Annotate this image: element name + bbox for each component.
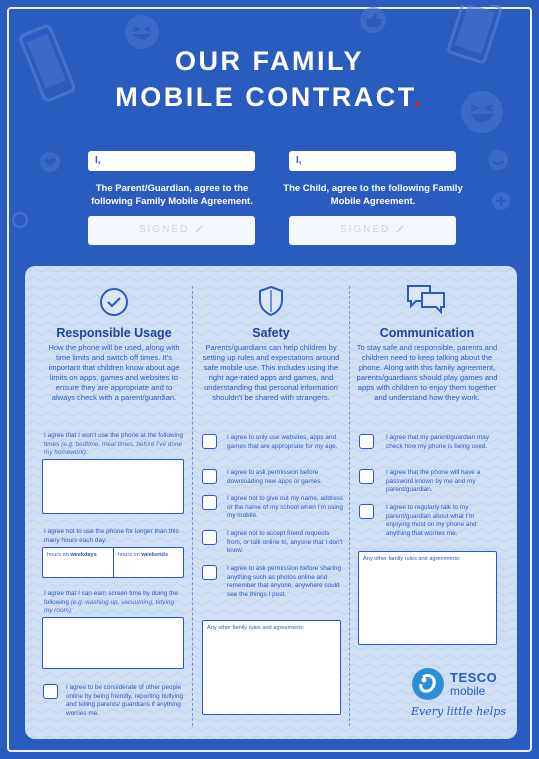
heart-bubble-icon: [38, 150, 62, 174]
usage-times-box[interactable]: [42, 459, 184, 514]
safety-checkbox-5[interactable]: [202, 565, 217, 580]
usage-description: How the phone will be used, along with time limits and switch off times. It's important that children know about age limits on apps, games and websites to ensure they are appropriate and to always check with a parent/guardian.: [48, 343, 180, 402]
earn-time-box[interactable]: [42, 617, 184, 669]
message-doodle-icon: [12, 212, 28, 228]
page-title-line2: [0, 80, 539, 114]
hours-box: [42, 547, 184, 578]
usage-times-example: (e.g. bedtime, meal times, before I've done my homework):: [44, 440, 182, 457]
brand-product: mobile: [450, 684, 486, 698]
safety-description: Parents/guardians can help children by setting up rules and expectations around safe mobile use. This includes using the right age-rated apps and games, and understanding that personal information shouldn't be shared with strangers.: [202, 343, 340, 402]
hours-weekends-bold: weekends: [141, 552, 169, 558]
communication-description: To stay safe and responsible, parents and children need to keep talking about the phone. Along with this family agreement, parents/guardians should play games and apps with children to enjoy them together and understand how they work.: [356, 343, 498, 402]
parent-name-prefix: I,: [95, 155, 101, 166]
speech-bubbles-icon: [405, 281, 447, 317]
child-name-prefix: I,: [296, 155, 302, 166]
safety-item-4: I agree not to accept friend requests from, or talk online to, anyone that I don't know.: [227, 530, 343, 555]
column-divider-1: [192, 286, 193, 726]
safety-item-1: I agree to only use websites, apps and games that are appropriate for my age.: [227, 434, 338, 450]
safety-other-rules-box[interactable]: [202, 620, 341, 715]
page-title-text: MOBILE CONTRACT: [115, 82, 414, 112]
safety-checkbox-3[interactable]: [202, 495, 217, 510]
hours-limit-text: I agree not to use the phone for longer than this many hours each day:: [44, 528, 179, 544]
check-circle-icon: [98, 286, 130, 318]
considerate-text: I agree to be considerate of other people online by being friendly, reporting bullying and telling parents/ guardians if anything worries me.: [66, 684, 184, 717]
communication-checkbox-1[interactable]: [359, 434, 374, 449]
child-agreement-text: The Child, agree to the following Family Mobile Agreement.: [283, 183, 463, 207]
hours-weekends-field[interactable]: [114, 548, 183, 577]
parent-signature-field[interactable]: [88, 216, 255, 245]
brand-tagline: Every little helps: [411, 705, 506, 718]
title-red-dot: .: [413, 82, 424, 112]
communication-other-rules-label: Any other family rules and agreements:: [363, 556, 461, 562]
plus-bubble-icon: [490, 190, 512, 212]
safety-item-2: I agree to ask permission before downloading new apps or games.: [227, 469, 323, 485]
tesco-mobile-logo-icon: [412, 668, 444, 700]
safety-item-3: I agree not to give out my name, address or the name of my school when I'm using my mobile.: [227, 495, 344, 520]
safety-other-rules-label: Any other family rules and agreements:: [207, 625, 305, 631]
logo-mark-icon: [412, 668, 444, 700]
pen-icon: [395, 224, 405, 234]
safety-checkbox-1[interactable]: [202, 434, 217, 449]
earn-time-text: [44, 590, 184, 616]
hours-weekends-label: [118, 552, 168, 558]
communication-title: Communication: [379, 326, 475, 340]
safety-title: Safety: [252, 326, 290, 340]
communication-item-3: I agree to regularly talk to my parent/guardian about what I'm enjoying most on my phone and anything that worries me.: [386, 504, 477, 537]
parent-name-field[interactable]: [88, 151, 255, 171]
thumbs-up-icon: [358, 5, 388, 35]
parent-signed-label: SIGNED: [138, 224, 190, 235]
considerate-checkbox[interactable]: [43, 684, 58, 699]
page-title-line1: OUR FAMILY: [174, 46, 365, 76]
earn-time-example: (e.g. washing up, vacuuming, tidying my room):: [44, 598, 175, 615]
usage-times-text: [44, 432, 184, 458]
hours-weekdays-prefix: hours on: [47, 552, 71, 558]
safety-checkbox-2[interactable]: [202, 469, 217, 484]
smile-emoji-icon: [486, 148, 510, 172]
pen-icon: [194, 224, 204, 234]
parent-agreement-text: The Parent/Guardian, agree to the following Family Mobile Agreement.: [91, 183, 253, 207]
earn-time-label: I agree that I can earn screen time by doing the following: [44, 590, 178, 606]
hours-weekends-prefix: hours on: [118, 552, 142, 558]
column-divider-2: [349, 286, 350, 726]
safety-checkbox-4[interactable]: [202, 530, 217, 545]
shield-icon: [256, 284, 286, 318]
communication-item-1: I agree that my parent/guardian may check how my phone is being used.: [386, 434, 490, 450]
hours-weekdays-label: [47, 552, 97, 558]
communication-other-rules-box[interactable]: [358, 551, 497, 645]
safety-item-5: I agree to ask permission before sharing anything such as photos online and remember that anyone, anywhere could see the things I post.: [227, 565, 342, 598]
communication-checkbox-3[interactable]: [359, 504, 374, 519]
hours-weekdays-bold: weekdays: [70, 552, 97, 558]
communication-checkbox-2[interactable]: [359, 469, 374, 484]
brand-name: TESCO: [450, 670, 498, 685]
child-signature-field[interactable]: [289, 216, 456, 245]
usage-times-label: I agree that I won't use the phone at the following times: [44, 432, 184, 448]
child-signed-label: SIGNED: [339, 224, 391, 235]
child-name-field[interactable]: [289, 151, 456, 171]
hours-weekdays-field[interactable]: [43, 548, 114, 577]
communication-item-2: I agree that the phone will have a password known by me and my parent/guardian.: [386, 469, 481, 494]
usage-title: Responsible Usage: [56, 326, 172, 340]
